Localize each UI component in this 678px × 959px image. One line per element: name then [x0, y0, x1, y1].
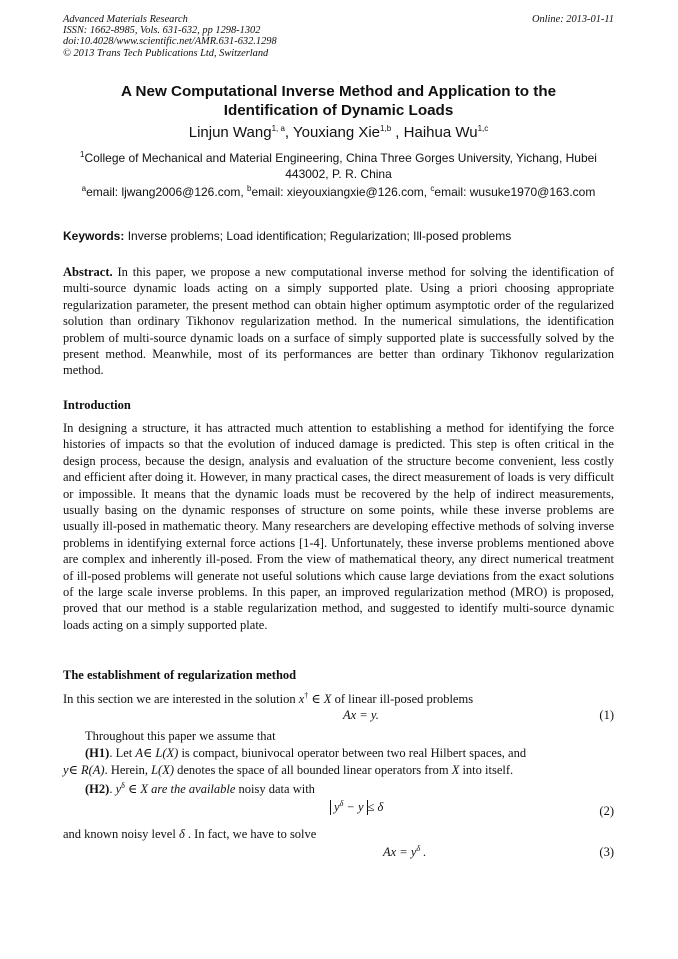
intro-text: In designing a structure, it has attracted much attention to establishing a method for identifying the force histories of impacts so that the evolution of induced damage is predicted. This step is often critical in the design process, because the design, analysis and evaluation of the structure become convenient, less costly and efficient after doing it. However, in many practical cases, the direct measurement of loads is very difficult or impossible. It means that the dynamic loads must be recovered by the help of indirect measurements, usually basing on the dynamic responses of structure on some points, while these inverse problems are usually ill-posed in mathematic theory. Many researchers are developing effective methods of solving inverse problems in identifying external force actions [1-4]. Unfortunately, these inverse problems mentioned above are complex and inherently ill-posed. From the view of mathematical theory, any direct numerical treatment of ill-posed problems will generate not useful solutions which cause large deviations from the exact solutions of the large scale inverse problems. In this paper, an improved regularization method (MRO) is proposed, proved that our method is a stable regularization method, and suggested to identify multi-source dynamic loads acting on a simply supported plate.: [63, 421, 614, 632]
symbol-LX-2: L(X): [151, 763, 174, 777]
symbol-A: A: [135, 746, 143, 760]
email-a-sup: a: [81, 184, 87, 193]
eq3-delta-sup: δ: [416, 843, 421, 853]
establish-intro-end: of linear ill-posed problems: [331, 692, 474, 706]
affiliation-line-1: College of Mechanical and Material Engineering, China Three Gorges University, Yichang, Hubei: [84, 151, 597, 165]
abstract: [63, 264, 614, 379]
h1-text-f: denotes the space of all bounded linear operators from: [174, 763, 452, 777]
email-list: [63, 185, 614, 199]
email-b-sup: b: [247, 184, 252, 193]
known-text-a: and known noisy level: [63, 827, 179, 841]
hypothesis-h1: [63, 745, 614, 761]
eq2-minus-y: − y: [343, 800, 364, 814]
equation-1: Ax = y.: [343, 708, 379, 722]
h1-text-g: into itself.: [459, 763, 514, 777]
author-2-sup: 1,b: [380, 124, 392, 133]
equation-3-number: (3): [599, 845, 614, 859]
equation-3: [383, 845, 426, 860]
symbol-y-delta: y: [115, 782, 122, 796]
symbol-X-2: X: [451, 763, 460, 777]
author-2: , Youxiang Xie: [284, 124, 381, 141]
journal-header: [63, 14, 614, 59]
online-date: Online: 2013-01-11: [531, 14, 614, 25]
title-line-1: A New Computational Inverse Method and Application to the: [120, 83, 557, 100]
h1-text-a: . Let: [109, 746, 136, 760]
eq2-rhs: ≤ δ: [367, 800, 384, 814]
eq3-end: .: [420, 845, 427, 859]
affiliation: [63, 151, 614, 182]
hypothesis-h1-cont: [63, 762, 614, 778]
keywords-label: Keywords:: [63, 229, 125, 243]
author-1-sup: 1, a: [271, 124, 285, 133]
author-list: [63, 124, 614, 141]
hypothesis-h2: [63, 781, 614, 797]
h1-label: (H1): [85, 746, 110, 760]
symbol-dagger: †: [304, 690, 309, 700]
journal-name: Advanced Materials Research: [63, 14, 188, 25]
email-b: email: xieyouxiangxie@126.com,: [251, 185, 431, 199]
h1-text-e: . Herein,: [104, 763, 152, 777]
h2-available: X are the available: [140, 782, 236, 796]
affiliation-sup: 1: [80, 150, 85, 159]
eq2-y: y: [334, 800, 340, 814]
h2-text-d: noisy data with: [235, 782, 315, 796]
intro-heading: Introduction: [63, 398, 131, 412]
establish-intro-text: In this section we are interested in the solution: [63, 692, 299, 706]
symbol-delta-sup: δ: [121, 780, 125, 790]
h2-text-a: .: [109, 782, 116, 796]
author-3-sup: 1,c: [477, 124, 489, 133]
equation-2-number: (2): [599, 804, 614, 818]
journal-issn: ISSN: 1662-8985, Vols. 631-632, pp 1298-1302: [63, 25, 261, 37]
symbol-y: y: [63, 763, 69, 777]
symbol-RA: R(A): [80, 763, 105, 777]
establish-intro: [63, 691, 614, 707]
symbol-x: x: [298, 692, 305, 706]
h2-in: ∈: [124, 782, 141, 796]
norm-bars: [330, 800, 368, 815]
known-noise-text: [63, 826, 614, 842]
abstract-label: Abstract.: [63, 265, 113, 279]
paper-title: [63, 82, 614, 120]
journal-doi: doi:10.4028/www.scientific.net/AMR.631-632.1298: [63, 36, 277, 48]
symbol-in: ∈: [308, 692, 324, 706]
symbol-LX: L(X): [155, 746, 179, 760]
author-3: , Haihua Wu: [391, 124, 478, 141]
h1-in-2: ∈: [68, 763, 81, 777]
eq2-delta-sup: δ: [339, 798, 344, 808]
email-c-sup: c: [430, 184, 435, 193]
h1-in: ∈: [143, 746, 156, 760]
keywords: [63, 229, 614, 243]
title-line-2: Identification of Dynamic Loads: [223, 102, 454, 119]
establish-heading: The establishment of regularization method: [63, 668, 297, 682]
journal-copyright: © 2013 Trans Tech Publications Ltd, Switzerland: [63, 47, 269, 59]
affiliation-line-2: 443002, P. R. China: [285, 166, 392, 181]
email-a: email: ljwang2006@126.com,: [86, 185, 248, 199]
equation-1-number: (1): [599, 708, 614, 722]
symbol-X: X: [323, 692, 332, 706]
author-1: Linjun Wang: [188, 124, 272, 141]
h1-text-c: is compact, biunivocal operator between two real Hilbert spaces, and: [178, 746, 527, 760]
assumption-intro: Throughout this paper we assume that: [85, 729, 276, 743]
abstract-text: In this paper, we propose a new computational inverse method for solving the identification of multi-source dynamic loads acting on a simply supported plate. Using a priori choosing appropriate regularization parameter, the present method can obtain higher optimum asymptotic order of the regularized solution than ordinary Tikhonov regularization method. In the numerical simulations, the identification problem of multi-source dynamic loads on a surface of simply supported plate is successfully solved by the present method. Meanwhile, most of its performances are better than ordinary Tikhonov regularization method.: [63, 265, 614, 378]
symbol-delta: δ: [178, 827, 185, 841]
known-text-b: . In fact, we have to solve: [184, 827, 317, 841]
equation-2: [330, 800, 383, 815]
eq3-main: Ax = y: [383, 845, 417, 859]
keywords-text: Inverse problems; Load identification; Regularization; Ill-posed problems: [124, 229, 512, 243]
h2-label: (H2): [85, 782, 110, 796]
email-c: email: wusuke1970@163.com: [434, 185, 596, 199]
